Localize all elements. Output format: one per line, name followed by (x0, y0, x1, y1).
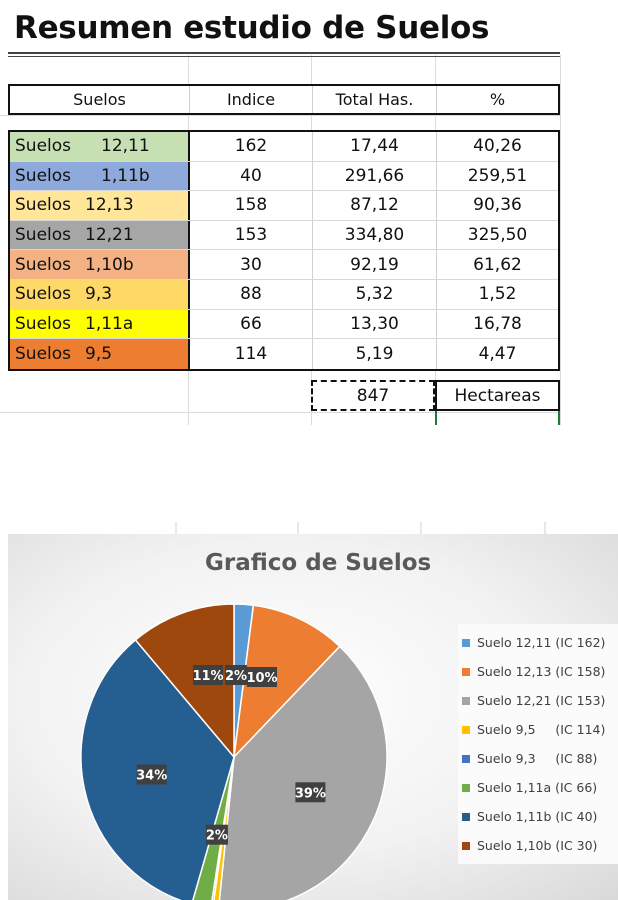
legend-item[interactable] (462, 773, 618, 802)
percent-cell[interactable]: 61,62 (473, 254, 522, 275)
legend-swatch (462, 755, 470, 763)
indice-cell[interactable]: 153 (190, 221, 313, 250)
total-hectares-cell[interactable]: 847 (311, 380, 435, 411)
total-cell[interactable]: 87,12 (313, 191, 437, 220)
legend-label: Suelo 9,5 (IC 114) (477, 722, 606, 737)
percent-cell[interactable]: 259,51 (467, 165, 528, 186)
svg-text:34%: 34% (136, 768, 168, 784)
table-row (10, 310, 558, 340)
legend-label: Suelo 12,11 (IC 162) (477, 635, 606, 650)
indice-cell[interactable]: 30 (190, 250, 313, 279)
soil-code: 1,11a (85, 313, 134, 334)
sheet-title[interactable]: Resumen estudio de Suelos (14, 10, 490, 46)
legend-swatch (462, 697, 470, 705)
legend-label: Suelo 9,3 (IC 88) (477, 751, 598, 766)
legend-item[interactable] (462, 657, 618, 686)
soil-name-cell[interactable] (10, 162, 190, 191)
legend-item[interactable] (462, 686, 618, 715)
legend-item[interactable] (462, 715, 618, 744)
soil-name: Suelos (15, 225, 72, 246)
soil-name: Suelos (15, 313, 72, 334)
soil-code: 12,13 (85, 195, 134, 216)
legend-item[interactable] (462, 802, 618, 831)
soil-name-cell[interactable] (10, 221, 190, 250)
soil-name-cell[interactable] (10, 310, 190, 339)
legend-label: Suelo 12,13 (IC 158) (477, 664, 606, 679)
spreadsheet (0, 0, 618, 425)
legend-swatch (462, 668, 470, 676)
soil-code: 12,21 (85, 225, 134, 246)
hectares-unit-cell[interactable]: Hectareas (435, 380, 560, 411)
legend-label: Suelo 1,10b (IC 30) (477, 838, 598, 853)
soil-name-cell[interactable] (10, 250, 190, 279)
soil-code: 9,3 (85, 284, 113, 305)
chart-title[interactable]: Grafico de Suelos (205, 550, 432, 576)
pie-data-label (136, 765, 167, 785)
soil-name: Suelos (15, 165, 72, 186)
percent-cell[interactable]: 40,26 (473, 136, 522, 157)
header-total[interactable]: Total Has. (313, 86, 437, 113)
total-cell[interactable]: 92,19 (313, 250, 437, 279)
legend-swatch (462, 784, 470, 792)
pie-data-label (295, 782, 326, 802)
soil-name-cell[interactable] (10, 132, 190, 161)
legend-label: Suelo 12,21 (IC 153) (477, 693, 606, 708)
total-cell[interactable]: 291,66 (313, 162, 437, 191)
total-cell[interactable]: 334,80 (313, 221, 437, 250)
table-row (10, 191, 558, 221)
legend-swatch (462, 639, 470, 647)
pie-data-label (246, 667, 277, 687)
soil-name: Suelos (15, 136, 72, 157)
soil-name: Suelos (15, 343, 72, 364)
legend-label: Suelo 1,11a (IC 66) (477, 780, 598, 795)
soil-code: 1,10b (85, 254, 134, 275)
table-row (10, 280, 558, 310)
svg-text:11%: 11% (192, 669, 224, 684)
percent-cell[interactable]: 1,52 (478, 284, 517, 305)
legend-swatch (462, 813, 470, 821)
pie-data-label (206, 825, 228, 845)
percent-cell[interactable]: 4,47 (478, 343, 517, 364)
svg-text:39%: 39% (294, 786, 326, 802)
legend-item[interactable] (462, 628, 618, 657)
table-row (10, 250, 558, 280)
soil-name-cell[interactable] (10, 280, 190, 309)
chart-legend[interactable] (458, 624, 618, 864)
legend-swatch (462, 842, 470, 850)
chart-area[interactable] (0, 522, 618, 900)
title-rule-bottom (8, 56, 560, 57)
svg-text:2%: 2% (224, 669, 248, 684)
title-rule-top (8, 52, 560, 54)
legend-item[interactable] (462, 744, 618, 773)
total-cell[interactable]: 17,44 (313, 132, 437, 161)
percent-cell[interactable]: 325,50 (467, 225, 528, 246)
legend-item[interactable] (462, 831, 618, 860)
svg-text:2%: 2% (205, 828, 228, 844)
soil-name: Suelos (15, 195, 72, 216)
soil-name: Suelos (15, 254, 72, 275)
total-cell[interactable]: 13,30 (313, 310, 437, 339)
total-cell[interactable]: 5,32 (313, 280, 437, 309)
indice-cell[interactable]: 162 (190, 132, 313, 161)
indice-cell[interactable]: 40 (190, 162, 313, 191)
soil-code: 1,11b (101, 165, 150, 186)
header-percent[interactable]: % (489, 90, 506, 109)
indice-cell[interactable]: 66 (190, 310, 313, 339)
soils-table (8, 130, 560, 371)
svg-text:10%: 10% (246, 671, 278, 686)
table-row (10, 221, 558, 251)
soil-name-cell[interactable] (10, 339, 190, 369)
legend-swatch (462, 726, 470, 734)
pie-data-label (192, 665, 223, 685)
indice-cell[interactable]: 114 (190, 339, 313, 369)
table-row (10, 339, 558, 369)
header-suelos[interactable]: Suelos (10, 86, 190, 113)
percent-cell[interactable]: 16,78 (473, 313, 522, 334)
indice-cell[interactable]: 158 (190, 191, 313, 220)
indice-cell[interactable]: 88 (190, 280, 313, 309)
table-row (10, 162, 558, 192)
soil-code: 12,11 (101, 136, 150, 157)
legend-label: Suelo 1,11b (IC 40) (477, 809, 598, 824)
soil-code: 9,5 (85, 343, 113, 364)
percent-cell[interactable]: 90,36 (473, 195, 522, 216)
total-cell[interactable]: 5,19 (313, 339, 437, 369)
table-header (8, 84, 560, 115)
pie-data-label (225, 665, 247, 685)
table-row (10, 132, 558, 162)
selected-cell-outline (435, 411, 560, 425)
soil-name-cell[interactable] (10, 191, 190, 220)
header-indice[interactable]: Indice (190, 86, 313, 113)
soil-name: Suelos (15, 284, 72, 305)
